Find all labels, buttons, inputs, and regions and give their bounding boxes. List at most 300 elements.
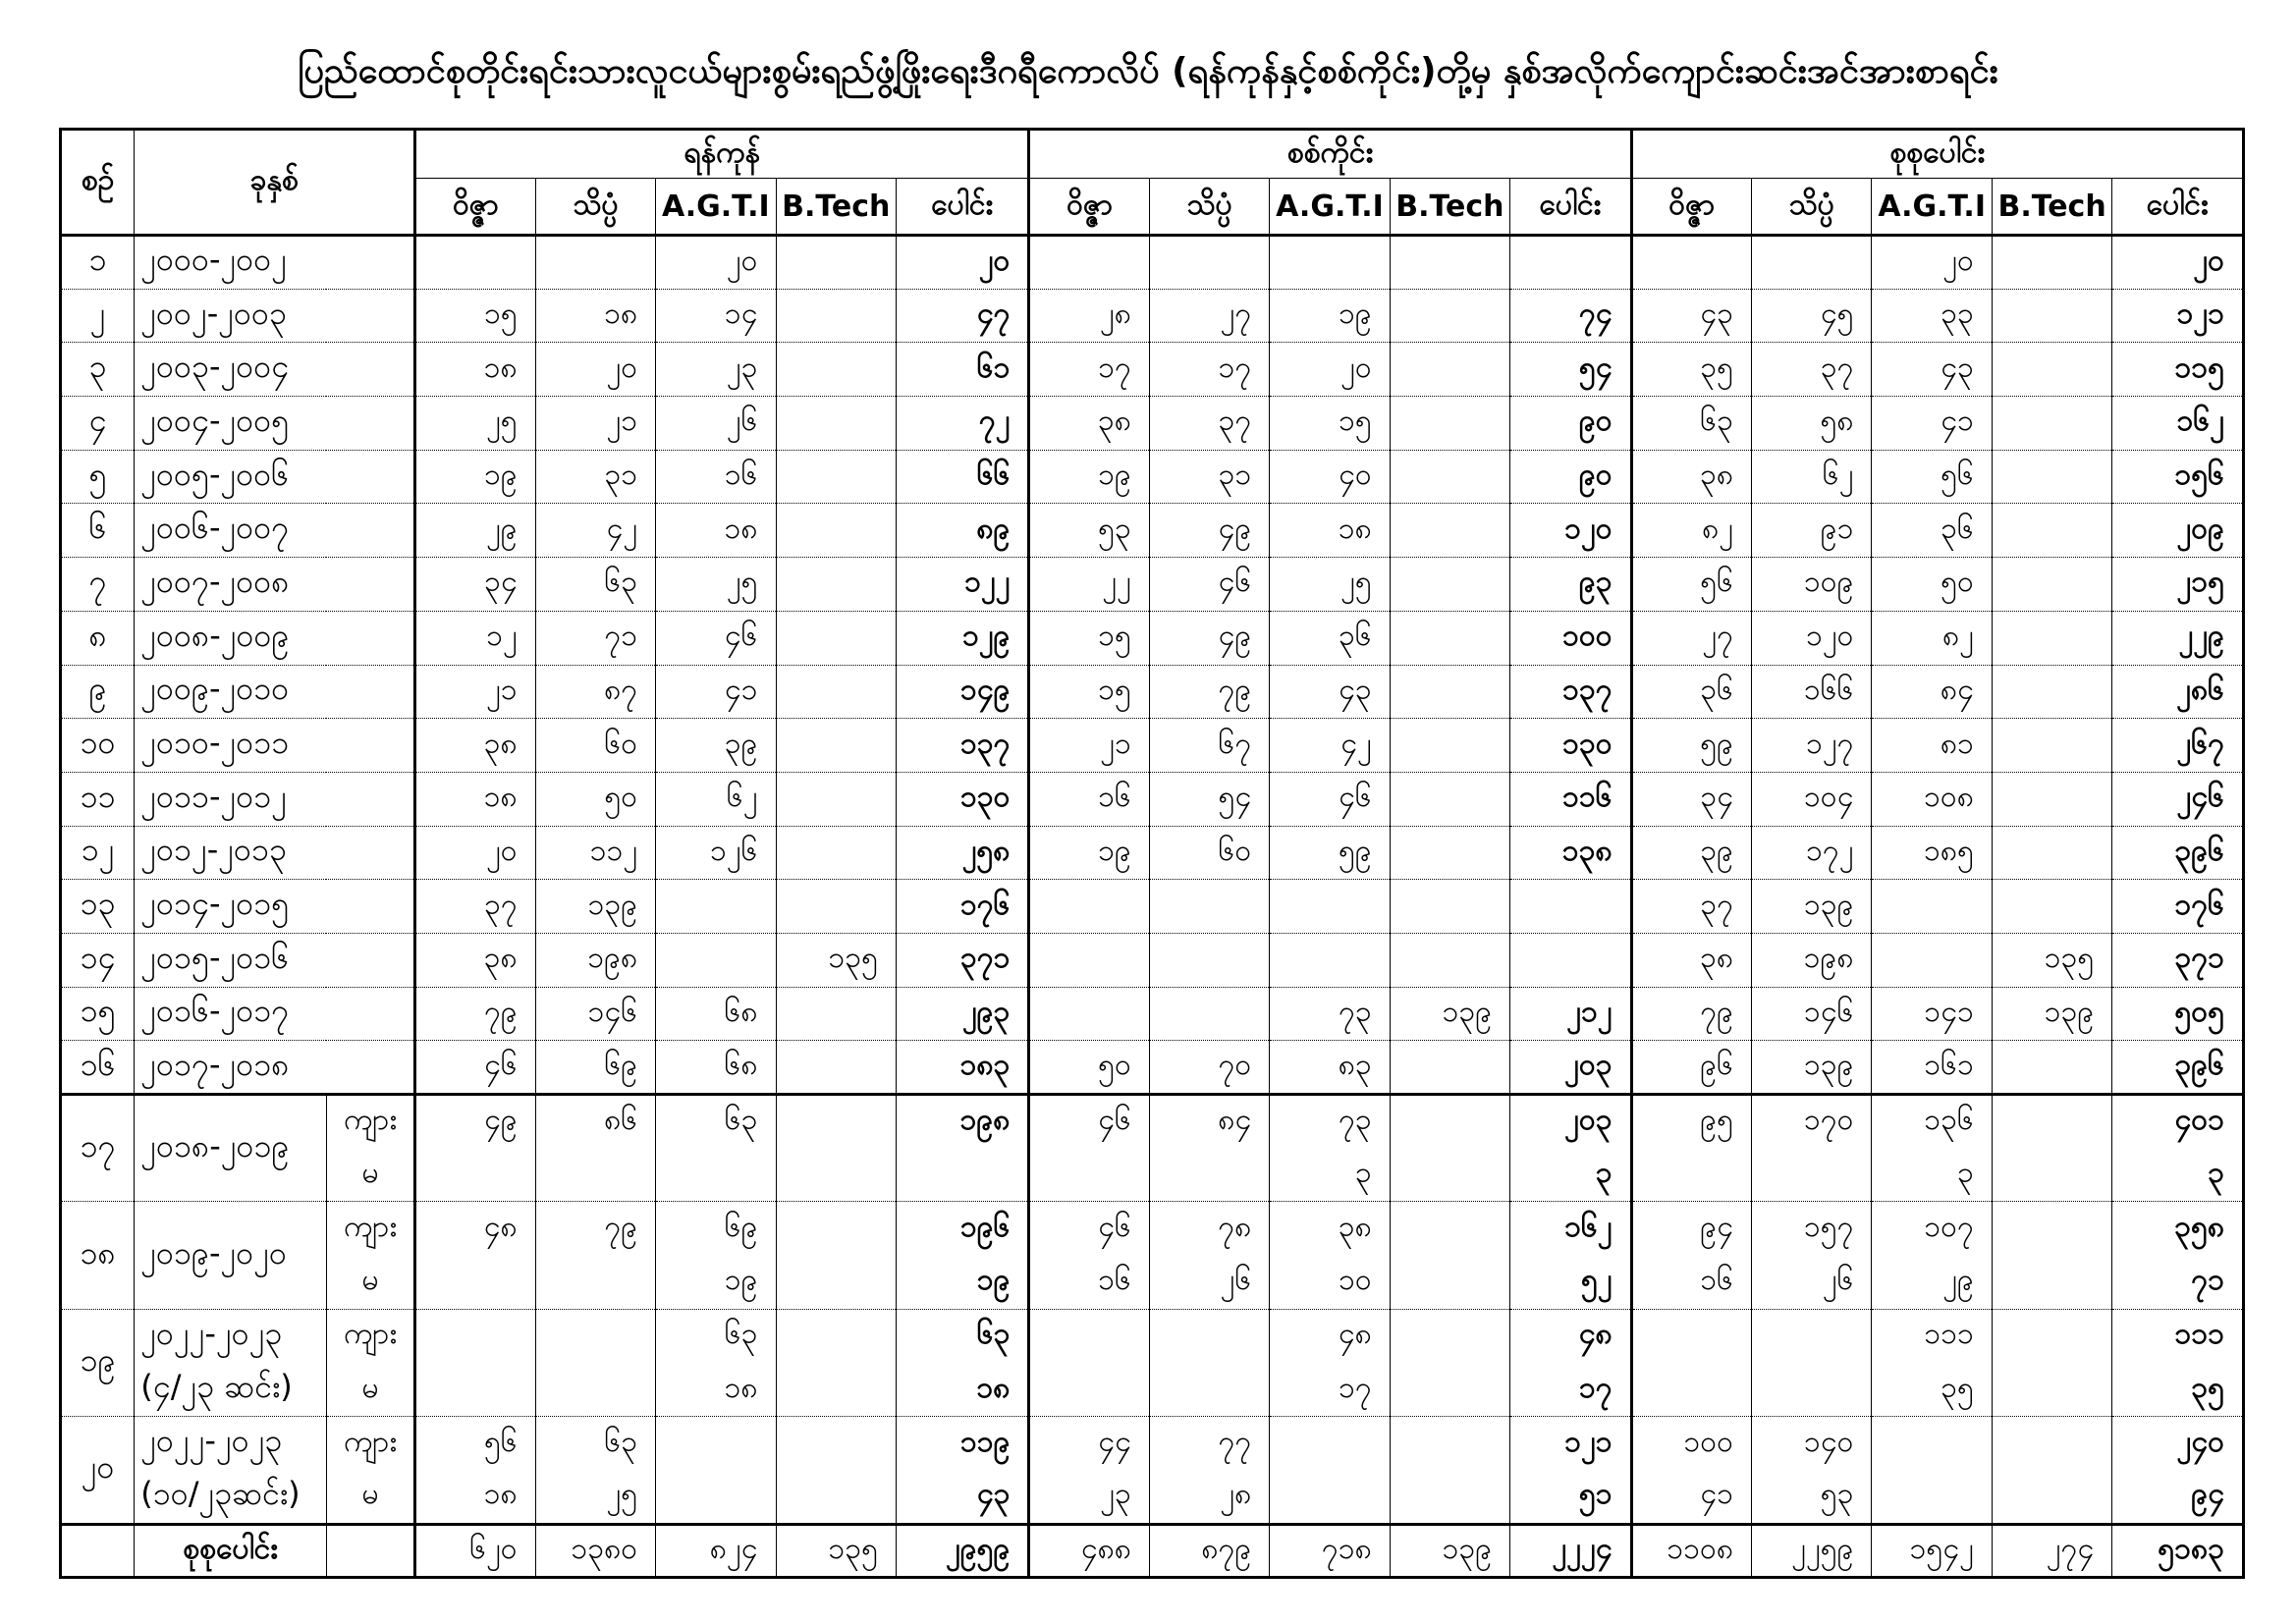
cell-value: ၄၆	[415, 1041, 535, 1095]
cell-value: ၅၁	[1510, 1470, 1631, 1524]
row-years: ၂၀၀၃-၂၀၀၄	[135, 343, 415, 397]
cell-value: ၄၆	[656, 611, 776, 665]
table-row	[61, 719, 2244, 773]
cell-value: ၆၀	[1149, 826, 1269, 880]
cell-value: ၁၃၇	[896, 719, 1028, 773]
cell-value: ၂၁	[535, 397, 655, 451]
cell-value: ၁၂၇	[1752, 719, 1872, 773]
cell-value: ၁၃၉	[1390, 1524, 1509, 1578]
cell-value: ၂၀	[535, 343, 655, 397]
cell-value: ၉၄	[1631, 1202, 1751, 1256]
cell-value	[1390, 880, 1509, 934]
cell-value	[535, 1256, 655, 1310]
table-row	[61, 1148, 2244, 1202]
cell-value	[1390, 719, 1509, 773]
cell-value: ၁၂၂	[896, 558, 1028, 612]
row-number: ၁၀	[61, 719, 135, 773]
total-row	[61, 1524, 2244, 1578]
cell-value: ၁၈	[656, 1363, 776, 1417]
cell-value: ၂၅	[1270, 558, 1390, 612]
cell-value	[776, 826, 896, 880]
cell-value	[1149, 987, 1269, 1041]
cell-value: ၂၃	[656, 343, 776, 397]
cell-value: ၁၂၆	[656, 826, 776, 880]
cell-value: ၁၃၇	[1510, 665, 1631, 719]
cell-value	[776, 450, 896, 504]
subheader-yangon-arts: ဝိဇ္ဇာ	[415, 179, 535, 236]
cell-value	[776, 343, 896, 397]
cell-value: ၅၆	[1872, 450, 1992, 504]
table-row	[61, 236, 2244, 290]
cell-value	[656, 1470, 776, 1524]
cell-value	[1390, 1148, 1509, 1202]
table-row	[61, 1041, 2244, 1095]
row-number: ၁	[61, 236, 135, 290]
total-row-blank	[326, 1524, 414, 1578]
header-year: ခုနှစ်	[135, 130, 415, 236]
cell-value	[1390, 1470, 1509, 1524]
cell-value	[1390, 1041, 1509, 1095]
cell-value: ၂၁၅	[2112, 558, 2244, 612]
subheader-sagaing-science: သိပ္ပံ	[1149, 179, 1269, 236]
cell-value	[1992, 1041, 2111, 1095]
cell-value	[1390, 1363, 1509, 1417]
cell-value: ၆၃	[535, 1417, 655, 1471]
row-number: ၅	[61, 450, 135, 504]
total-row-blank	[61, 1524, 135, 1578]
cell-value: ၃၈	[415, 719, 535, 773]
cell-value: ၁၂၀	[1752, 611, 1872, 665]
table-row	[61, 1363, 2244, 1417]
table-row	[61, 933, 2244, 987]
cell-value: ၁၁၀၈	[1631, 1524, 1751, 1578]
cell-value: ၆၃	[656, 1309, 776, 1363]
row-number: ၁၆	[61, 1041, 135, 1095]
cell-value	[1390, 611, 1509, 665]
cell-value: ၄၃	[1270, 665, 1390, 719]
cell-value: ၁၄၉	[896, 665, 1028, 719]
cell-value	[1390, 397, 1509, 451]
cell-value	[1390, 1202, 1509, 1256]
cell-value	[1270, 1417, 1390, 1471]
cell-value: ၃၈	[1270, 1202, 1390, 1256]
cell-value	[776, 1041, 896, 1095]
cell-value: ၁၄	[656, 289, 776, 343]
cell-value: ၁၁၁	[1872, 1309, 1992, 1363]
cell-value: ၂၉၃	[896, 987, 1028, 1041]
cell-value	[1992, 1148, 2111, 1202]
cell-value: ၄၈၈	[1029, 1524, 1149, 1578]
cell-value	[1510, 880, 1631, 934]
cell-value: ၅၉	[1270, 826, 1390, 880]
cell-value: ၂၂၉	[2112, 611, 2244, 665]
cell-value: ၃	[1510, 1148, 1631, 1202]
cell-value: ၃၇၁	[896, 933, 1028, 987]
cell-value: ၅၄	[1149, 772, 1269, 826]
cell-value	[1992, 1470, 2111, 1524]
cell-value: ၆၇	[1149, 719, 1269, 773]
row-years: ၂၀၀၆-၂၀၀၇	[135, 504, 415, 558]
cell-value: ၄၂	[535, 504, 655, 558]
cell-value: ၄၈	[1510, 1309, 1631, 1363]
cell-value	[1992, 1417, 2111, 1471]
row-years: ၂၀၀၇-၂၀၀၈	[135, 558, 415, 612]
page-title: ပြည်ထောင်စုတိုင်းရင်းသားလူငယ်များစွမ်းရည်ဖွံ့ဖြိုးရေးဒီဂရီကောလိပ် (ရန်ကုန်နှင့်စစ်ကိုင်း)တို့မှ နှစ်အလိုက်ကျောင်းဆင်းအင်အားစာရင်း	[298, 51, 1998, 91]
cell-value: ၃၇	[415, 880, 535, 934]
cell-value: ၁၉၆	[896, 1202, 1028, 1256]
cell-value: ၁၈	[1270, 504, 1390, 558]
cell-value: ၁၆၆	[1752, 665, 1872, 719]
cell-value	[415, 236, 535, 290]
cell-value: ၈၆	[535, 1095, 655, 1149]
cell-value	[1992, 611, 2111, 665]
cell-value: ၁၃၈	[1510, 826, 1631, 880]
cell-value	[1390, 236, 1509, 290]
cell-value	[1992, 289, 2111, 343]
cell-value	[776, 1256, 896, 1310]
cell-value: ၉၁	[1752, 504, 1872, 558]
cell-value: ၁၉	[1270, 289, 1390, 343]
cell-value: ၁၃၉	[1752, 1041, 1872, 1095]
cell-value	[1992, 450, 2111, 504]
cell-value: ၉၄	[2112, 1470, 2244, 1524]
cell-value: ၃၅၈	[2112, 1202, 2244, 1256]
cell-value: ၄၉	[1149, 611, 1269, 665]
cell-value	[776, 611, 896, 665]
row-years: ၂၀၁၈-၂၀၁၉	[135, 1095, 327, 1202]
cell-value: ၄၁	[656, 665, 776, 719]
header-sno: စဉ်	[61, 130, 135, 236]
table-row	[61, 343, 2244, 397]
cell-value: ၁၆	[1631, 1256, 1751, 1310]
cell-value	[656, 933, 776, 987]
cell-value	[1149, 1363, 1269, 1417]
cell-value: ၆၉	[535, 1041, 655, 1095]
cell-value: ၃၈	[1029, 397, 1149, 451]
subheader-sagaing-arts: ဝိဇ္ဇာ	[1029, 179, 1149, 236]
cell-value: ၁၇	[1270, 1363, 1390, 1417]
cell-value: ၉၀	[1510, 450, 1631, 504]
cell-value: ၄၈	[415, 1202, 535, 1256]
cell-value: ၂၈	[1029, 289, 1149, 343]
row-years: ၂၀၂၂-၂၀၂၃	[135, 1417, 327, 1471]
row-number: ၉	[61, 665, 135, 719]
cell-value: ၆၃	[656, 1095, 776, 1149]
cell-value: ၁၁၆	[1510, 772, 1631, 826]
cell-value: ၆၃	[896, 1309, 1028, 1363]
cell-value: ၁၅	[1029, 611, 1149, 665]
row-years: ၂၀၀၅-၂၀၀၆	[135, 450, 415, 504]
cell-value: ၃၈	[1631, 933, 1751, 987]
cell-value	[1992, 719, 2111, 773]
cell-value: ၂၀	[1872, 236, 1992, 290]
row-sex: ကျား	[326, 1309, 414, 1363]
cell-value: ၁၆	[1029, 772, 1149, 826]
cell-value: ၁၃၅	[776, 933, 896, 987]
cell-value	[776, 1417, 896, 1471]
cell-value: ၃၉၆	[2112, 1041, 2244, 1095]
cell-value: ၃၉	[1631, 826, 1751, 880]
cell-value: ၁၉၈	[1752, 933, 1872, 987]
cell-value: ၃၅	[1631, 343, 1751, 397]
cell-value	[776, 558, 896, 612]
cell-value	[415, 1309, 535, 1363]
cell-value: ၁၂၉	[896, 611, 1028, 665]
cell-value: ၅၀၅	[2112, 987, 2244, 1041]
cell-value	[1992, 880, 2111, 934]
subheader-overall-science: သိပ္ပံ	[1752, 179, 1872, 236]
cell-value	[1029, 1309, 1149, 1363]
cell-value	[1390, 1256, 1509, 1310]
cell-value: ၁၄၀	[1752, 1417, 1872, 1471]
cell-value: ၃	[2112, 1148, 2244, 1202]
cell-value: ၂၉၅၉	[896, 1524, 1028, 1578]
cell-value	[1631, 1363, 1751, 1417]
cell-value	[776, 1148, 896, 1202]
cell-value	[1992, 1202, 2111, 1256]
cell-value	[1992, 826, 2111, 880]
cell-value: ၇၉	[415, 987, 535, 1041]
row-years: ၂၀၁၉-၂၀၂၀	[135, 1202, 327, 1309]
cell-value: ၁၆၁	[1872, 1041, 1992, 1095]
cell-value: ၄၉	[1149, 504, 1269, 558]
cell-value: ၆၃	[535, 558, 655, 612]
cell-value	[1992, 236, 2111, 290]
cell-value: ၈၄	[1872, 665, 1992, 719]
subheader-yangon-btech: B.Tech	[776, 179, 896, 236]
cell-value: ၁၃၉	[1752, 880, 1872, 934]
cell-value: ၈၂	[1872, 611, 1992, 665]
cell-value	[1752, 1363, 1872, 1417]
cell-value: ၂၇	[1631, 611, 1751, 665]
cell-value: ၃၁	[535, 450, 655, 504]
table-row	[61, 1417, 2244, 1471]
subheader-overall-arts: ဝိဇ္ဇာ	[1631, 179, 1751, 236]
cell-value	[1390, 826, 1509, 880]
table-row	[61, 397, 2244, 451]
cell-value: ၁၈	[896, 1363, 1028, 1417]
cell-value: ၁၉၈	[896, 1095, 1028, 1149]
cell-value: ၂၁	[1029, 719, 1149, 773]
cell-value: ၁၃၅	[1992, 933, 2111, 987]
cell-value	[776, 1309, 896, 1363]
row-sex: မ	[326, 1148, 414, 1202]
cell-value: ၁၅	[415, 289, 535, 343]
cell-value: ၃၇	[1149, 397, 1269, 451]
cell-value	[415, 1363, 535, 1417]
row-years: ၂၀၁၄-၂၀၁၅	[135, 880, 415, 934]
cell-value: ၂၀၉	[2112, 504, 2244, 558]
cell-value: ၁၀၉	[1752, 558, 1872, 612]
cell-value: ၇၉	[1631, 987, 1751, 1041]
row-number: ၁၁	[61, 772, 135, 826]
cell-value	[1149, 1309, 1269, 1363]
cell-value: ၃၈	[1631, 450, 1751, 504]
cell-value: ၁၂၁	[2112, 289, 2244, 343]
cell-value: ၆၂၀	[415, 1524, 535, 1578]
cell-value: ၁၃၉	[535, 880, 655, 934]
cell-value: ၃၇	[1631, 880, 1751, 934]
cell-value: ၄၄	[1029, 1417, 1149, 1471]
cell-value	[1752, 236, 1872, 290]
table-row	[61, 289, 2244, 343]
cell-value: ၇၀	[1149, 1041, 1269, 1095]
subheader-overall-agti: A.G.T.I	[1872, 179, 1992, 236]
cell-value	[776, 289, 896, 343]
cell-value	[1752, 1309, 1872, 1363]
cell-value: ၃၄	[1631, 772, 1751, 826]
cell-value	[1029, 1363, 1149, 1417]
cell-value	[1390, 665, 1509, 719]
cell-value: ၇၁	[535, 611, 655, 665]
cell-value: ၄၃	[1872, 343, 1992, 397]
cell-value: ၅၃	[1029, 504, 1149, 558]
cell-value: ၉၀	[1510, 397, 1631, 451]
table-row	[61, 987, 2244, 1041]
table-row	[61, 1309, 2244, 1363]
cell-value: ၁၁၅	[2112, 343, 2244, 397]
cell-value	[1390, 1417, 1509, 1471]
row-number: ၂	[61, 289, 135, 343]
row-number: ၆	[61, 504, 135, 558]
cell-value: ၃၃	[1872, 289, 1992, 343]
cell-value	[1992, 1256, 2111, 1310]
header-group-yangon: ရန်ကုန်	[415, 130, 1029, 179]
table-row	[61, 558, 2244, 612]
cell-value: ၁၃၉	[1992, 987, 2111, 1041]
cell-value: ၁၀၇	[1872, 1202, 1992, 1256]
cell-value	[1872, 880, 1992, 934]
header-group-sagaing: စစ်ကိုင်း	[1029, 130, 1631, 179]
cell-value	[1029, 236, 1149, 290]
cell-value: ၄၀၁	[2112, 1095, 2244, 1149]
cell-value: ၄၇	[896, 289, 1028, 343]
cell-value: ၁၃၀	[896, 772, 1028, 826]
subheader-overall-btech: B.Tech	[1992, 179, 2111, 236]
row-years: ၂၀၁၂-၂၀၁၃	[135, 826, 415, 880]
cell-value: ၁၈	[656, 504, 776, 558]
cell-value: ၄၀	[1270, 450, 1390, 504]
cell-value	[1390, 343, 1509, 397]
row-years: ၂၀၁၆-၂၀၁၇	[135, 987, 415, 1041]
cell-value	[776, 1095, 896, 1149]
cell-value: ၁၇၂	[1752, 826, 1872, 880]
cell-value: ၆၂	[656, 772, 776, 826]
cell-value: ၁၅၆	[2112, 450, 2244, 504]
cell-value	[1390, 933, 1509, 987]
cell-value: ၁၃၀	[1510, 719, 1631, 773]
cell-value: ၈၂၄	[656, 1524, 776, 1578]
cell-value	[535, 1363, 655, 1417]
cell-value	[1029, 880, 1149, 934]
cell-value: ၁၉	[656, 1256, 776, 1310]
cell-value	[1992, 504, 2111, 558]
cell-value	[776, 719, 896, 773]
cell-value	[1631, 236, 1751, 290]
cell-value: ၈၇	[535, 665, 655, 719]
cell-value: ၃၁	[1149, 450, 1269, 504]
cell-value: ၅၈	[1752, 397, 1872, 451]
table-row	[61, 450, 2244, 504]
row-years: ၂၀၁၇-၂၀၁၈	[135, 1041, 415, 1095]
cell-value: ၃၆	[1270, 611, 1390, 665]
cell-value	[656, 1417, 776, 1471]
cell-value: ၂၂၅၉	[1752, 1524, 1872, 1578]
cell-value	[1270, 933, 1390, 987]
cell-value: ၁၀၈	[1872, 772, 1992, 826]
row-number: ၄	[61, 397, 135, 451]
cell-value: ၇၉	[1149, 665, 1269, 719]
cell-value: ၁၇	[1029, 343, 1149, 397]
cell-value: ၆၉	[656, 1202, 776, 1256]
row-sex: ကျား	[326, 1417, 414, 1471]
cell-value: ၂၃	[1029, 1470, 1149, 1524]
cell-value: ၁၈	[535, 289, 655, 343]
cell-value: ၁၈၃	[896, 1041, 1028, 1095]
cell-value: ၄၃	[896, 1470, 1028, 1524]
cell-value	[535, 236, 655, 290]
cell-value	[776, 1470, 896, 1524]
cell-value	[1029, 933, 1149, 987]
cell-value: ၄၃	[1631, 289, 1751, 343]
cell-value: ၂၁၂	[1510, 987, 1631, 1041]
cell-value	[535, 1309, 655, 1363]
cell-value: ၁၆	[656, 450, 776, 504]
cell-value: ၁၀၀	[1631, 1417, 1751, 1471]
row-sex: ကျား	[326, 1202, 414, 1256]
cell-value: ၅၂	[1510, 1256, 1631, 1310]
cell-value	[776, 236, 896, 290]
cell-value: ၃၉	[656, 719, 776, 773]
cell-value: ၂၆	[1752, 1256, 1872, 1310]
cell-value: ၅၁၈၃	[2112, 1524, 2244, 1578]
cell-value: ၇၃	[1270, 1095, 1390, 1149]
row-years-note: (၁၀/၂၃ဆင်း)	[135, 1470, 327, 1524]
cell-value: ၆၆	[896, 450, 1028, 504]
cell-value: ၁၉၈	[535, 933, 655, 987]
cell-value: ၁၁၂	[535, 826, 655, 880]
cell-value	[1631, 1309, 1751, 1363]
cell-value: ၂၀	[2112, 236, 2244, 290]
cell-value: ၁၇၆	[2112, 880, 2244, 934]
cell-value: ၁၂၀	[1510, 504, 1631, 558]
row-number: ၁၄	[61, 933, 135, 987]
cell-value: ၉၆	[1631, 1041, 1751, 1095]
cell-value: ၅၆	[415, 1417, 535, 1471]
cell-value: ၇၁၈	[1270, 1524, 1390, 1578]
cell-value: ၈၂	[1631, 504, 1751, 558]
cell-value: ၁၅၇	[1752, 1202, 1872, 1256]
cell-value: ၄၉	[415, 1095, 535, 1149]
cell-value: ၇၈	[1149, 1202, 1269, 1256]
cell-value: ၆၈	[656, 987, 776, 1041]
cell-value: ၆၀	[535, 719, 655, 773]
row-years: ၂၀၂၂-၂၀၂၃	[135, 1309, 327, 1363]
cell-value: ၈၄	[1149, 1095, 1269, 1149]
cell-value: ၂၀	[1270, 343, 1390, 397]
table-row	[61, 772, 2244, 826]
cell-value: ၅၀	[535, 772, 655, 826]
cell-value	[1992, 343, 2111, 397]
cell-value: ၁၇	[1149, 343, 1269, 397]
table-row	[61, 504, 2244, 558]
cell-value	[1390, 558, 1509, 612]
table-row	[61, 1202, 2244, 1256]
cell-value	[1149, 236, 1269, 290]
cell-value: ၁၈၅	[1872, 826, 1992, 880]
cell-value	[1752, 1148, 1872, 1202]
cell-value: ၂၀၃	[1510, 1095, 1631, 1149]
